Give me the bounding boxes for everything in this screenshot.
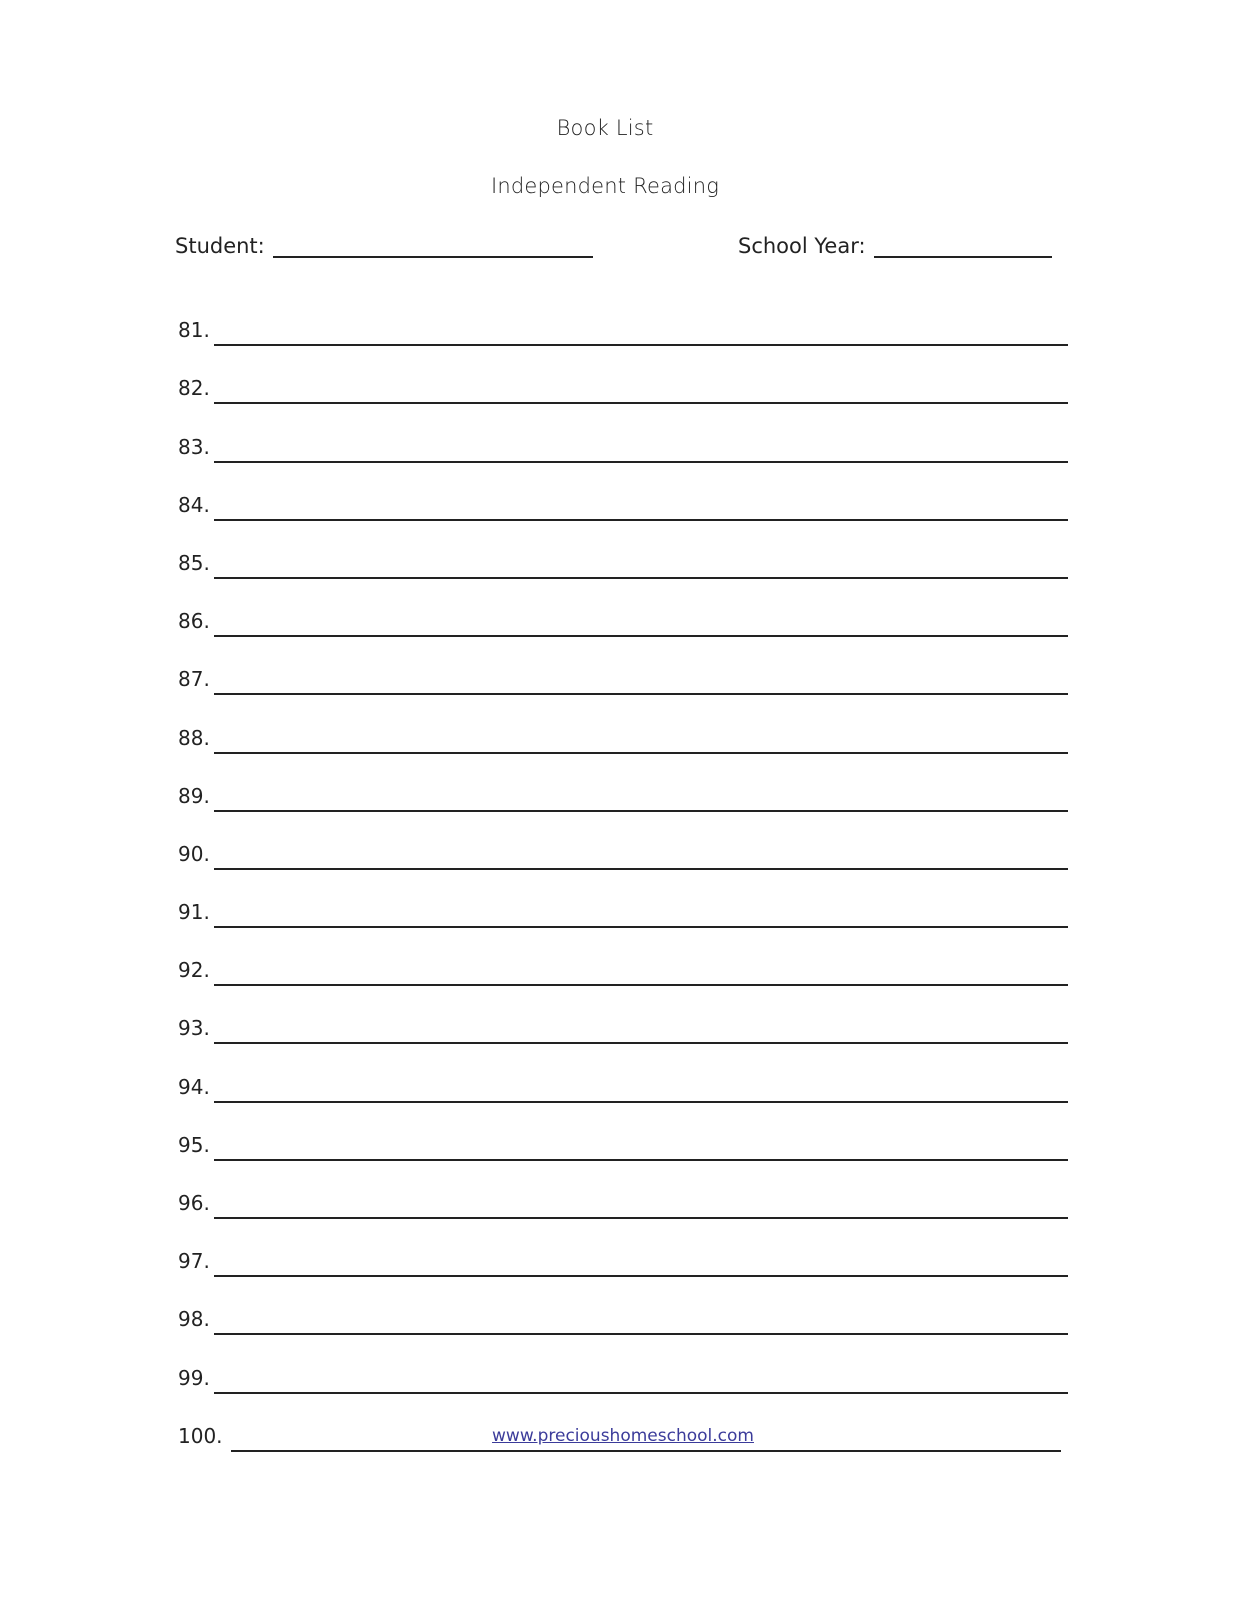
list-item [178, 404, 1068, 462]
entry-number: 100. [178, 1423, 223, 1448]
list-item [178, 463, 1068, 521]
list-item [178, 521, 1068, 579]
entry-number: 89. [178, 783, 210, 808]
list-item [178, 1044, 1068, 1102]
entry-number: 88. [178, 725, 210, 750]
entry-blank[interactable] [214, 433, 1068, 463]
list-item [178, 812, 1068, 870]
entry-blank[interactable] [214, 724, 1068, 754]
entry-number: 99. [178, 1365, 210, 1390]
student-label: Student: [175, 234, 265, 258]
entry-number: 96. [178, 1191, 210, 1215]
list-item [178, 1103, 1068, 1161]
entry-number: 87. [178, 667, 210, 692]
entry-blank[interactable] [214, 374, 1068, 404]
entry-number: 91. [178, 900, 210, 925]
entry-blank[interactable] [214, 607, 1068, 637]
entry-blank[interactable] [214, 840, 1068, 870]
entry-number: 98. [178, 1307, 210, 1332]
entry-blank[interactable] [214, 1131, 1068, 1161]
entry-blank[interactable] [214, 549, 1068, 579]
list-item [178, 928, 1068, 986]
list-item [178, 870, 1068, 928]
student-field [175, 232, 593, 258]
page-title: Book List [556, 116, 654, 140]
entry-number: 82. [178, 376, 210, 401]
entry-number: 84. [178, 492, 210, 517]
entry-blank[interactable] [214, 1305, 1068, 1335]
entry-number: 90. [178, 841, 210, 866]
entry-number: 92. [178, 958, 210, 983]
entry-number: 94. [178, 1074, 210, 1099]
entry-blank[interactable] [214, 898, 1068, 928]
entry-number: 85. [178, 550, 210, 575]
entry-blank[interactable] [214, 1189, 1068, 1219]
list-item [178, 695, 1068, 753]
entry-blank[interactable] [214, 491, 1068, 521]
school-year-field [738, 232, 1052, 258]
entry-number: 97. [178, 1249, 210, 1274]
entry-blank[interactable] [214, 1014, 1068, 1044]
list-item [178, 637, 1068, 695]
entry-number: 93. [178, 1016, 210, 1041]
list-item [178, 754, 1068, 812]
entry-blank[interactable] [214, 1247, 1068, 1277]
entry-number: 95. [178, 1132, 210, 1157]
list-item [178, 1219, 1068, 1277]
book-list [178, 288, 1068, 1452]
entry-number: 81. [178, 318, 210, 343]
list-item [178, 1335, 1068, 1393]
entry-number: 86. [178, 609, 210, 634]
website-link[interactable]: www.precioushomeschool.com [492, 1426, 754, 1446]
entry-number: 83. [178, 434, 210, 459]
list-item [178, 1277, 1068, 1335]
entry-blank[interactable] [214, 1364, 1068, 1394]
entry-blank[interactable] [214, 665, 1068, 695]
list-item [178, 986, 1068, 1044]
entry-blank[interactable] [214, 782, 1068, 812]
list-item [178, 346, 1068, 404]
school-year-blank[interactable] [874, 232, 1052, 258]
list-item [178, 1161, 1068, 1219]
student-blank[interactable] [273, 232, 593, 258]
entry-blank[interactable] [214, 956, 1068, 986]
entry-blank[interactable] [214, 316, 1068, 346]
entry-blank[interactable] [214, 1073, 1068, 1103]
list-item [178, 288, 1068, 346]
page-subtitle: Independent Reading [490, 174, 720, 198]
list-item [178, 579, 1068, 637]
school-year-label: School Year: [738, 234, 866, 258]
